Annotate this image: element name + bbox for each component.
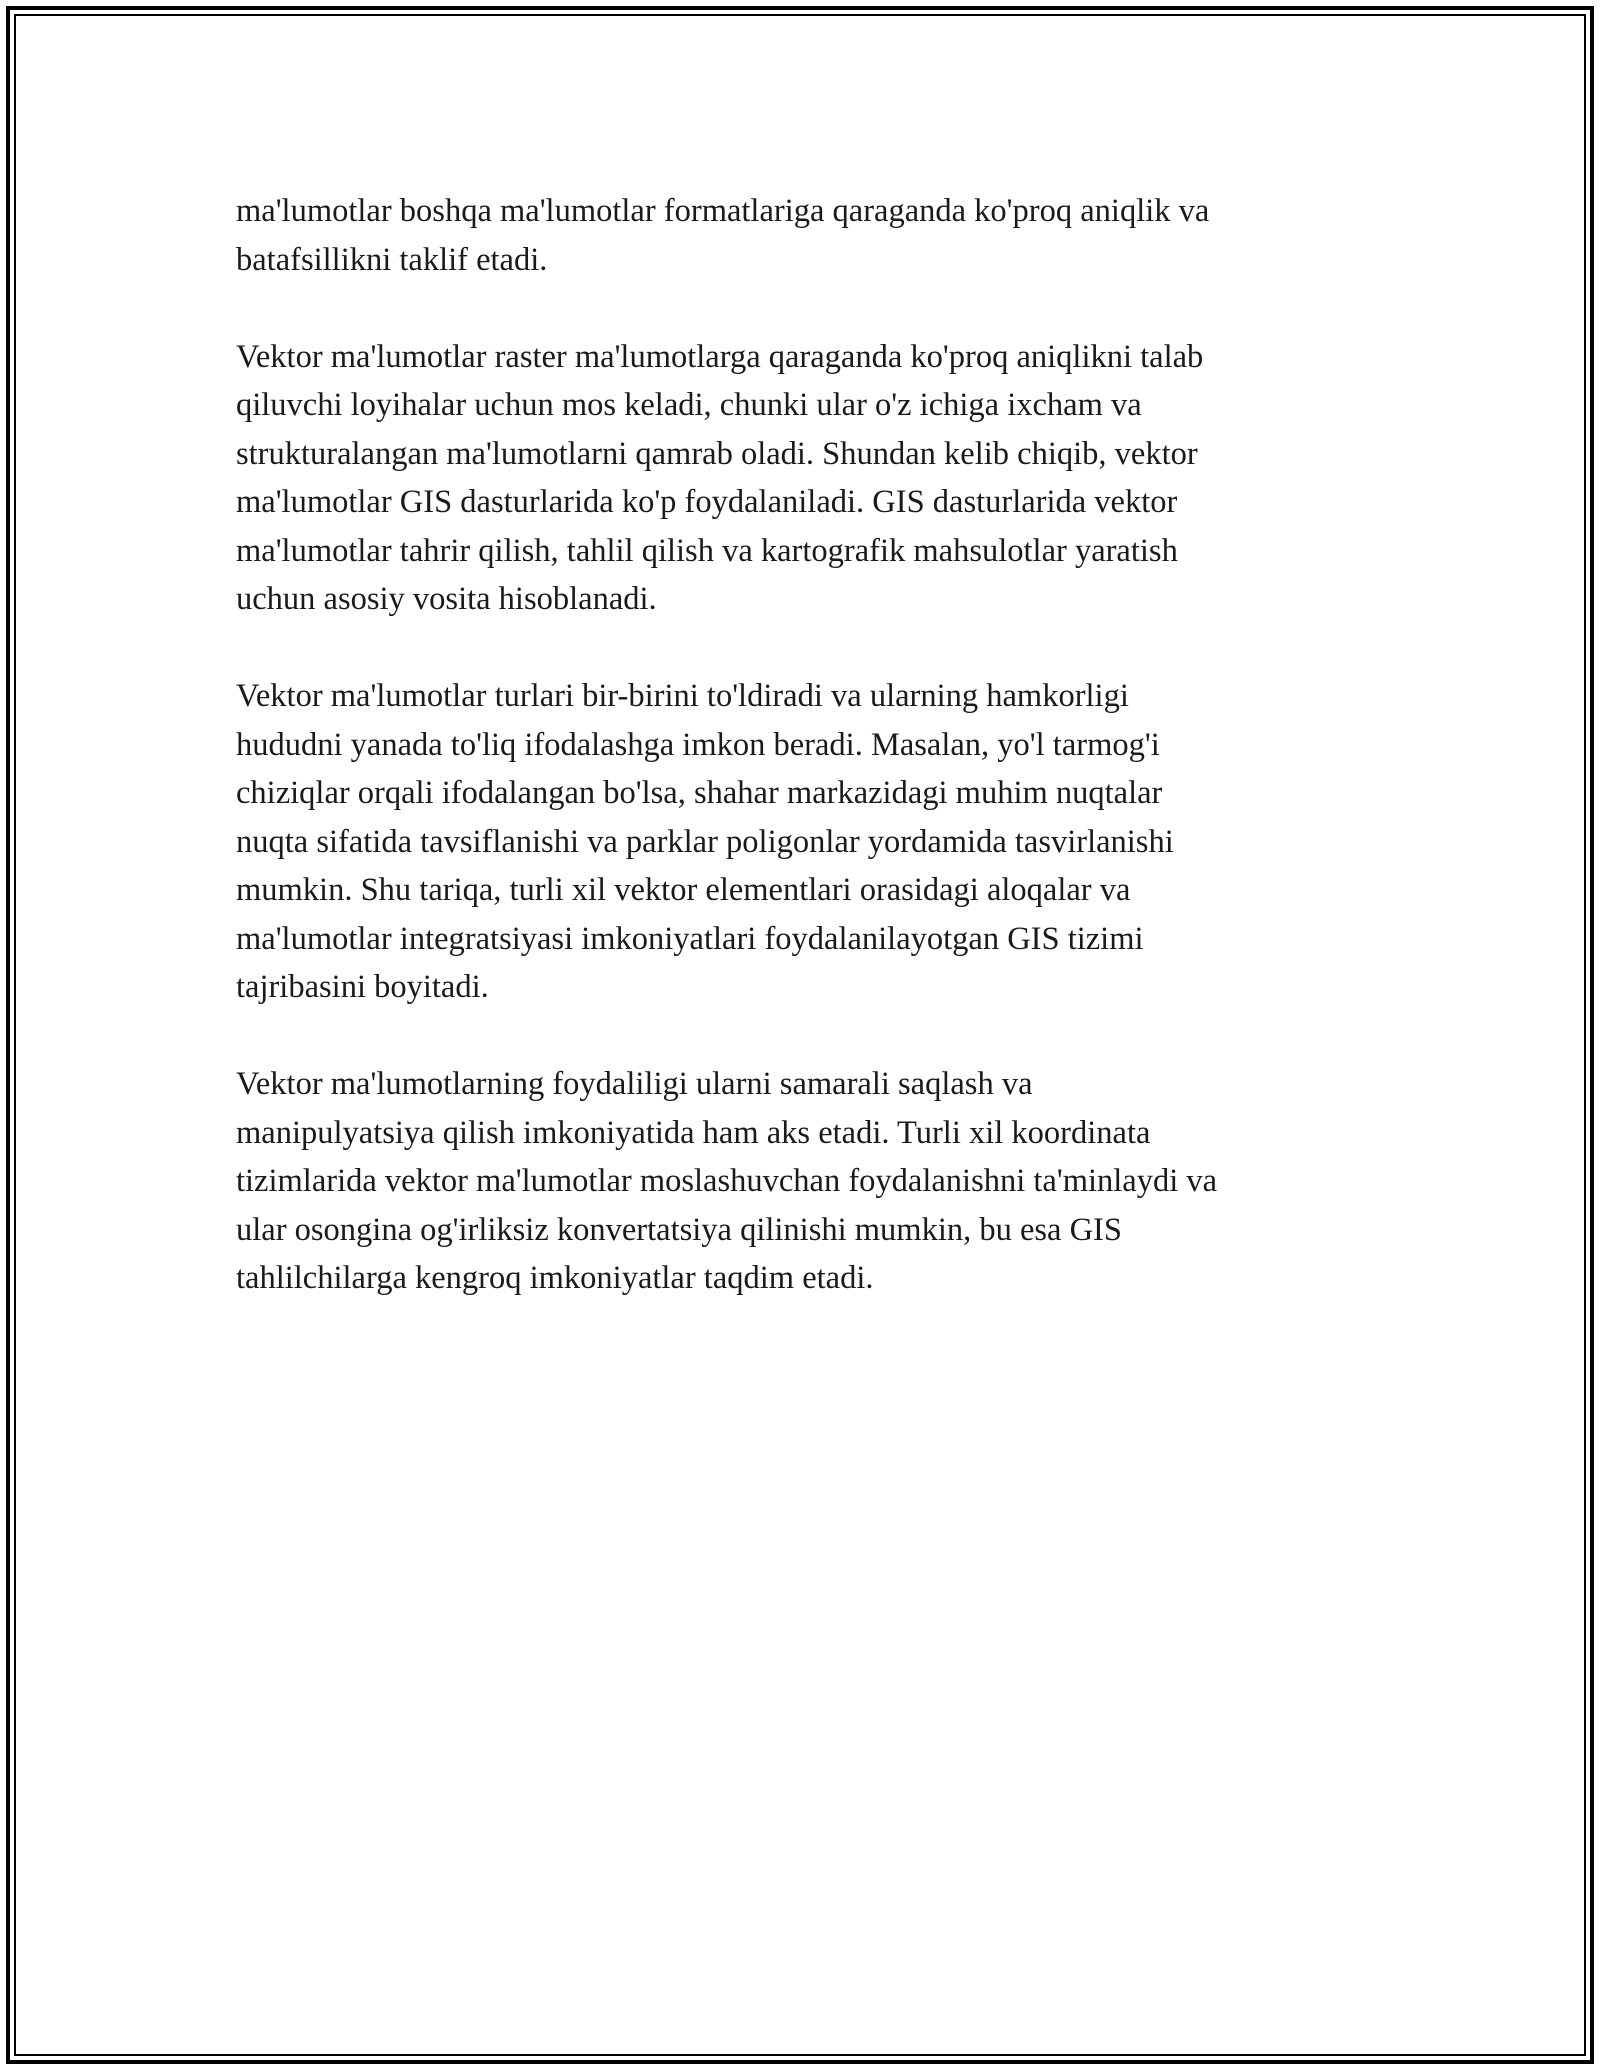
paragraph-3 [236, 672, 1366, 1012]
text-line: ma'lumotlar tahrir qilish, tahlil qilish va kartografik mahsulotlar yaratish [236, 532, 1178, 569]
text-line: Vektor ma'lumotlar raster ma'lumotlarga qaraganda ko'proq aniqlikni talab [236, 338, 1204, 375]
text-line: tajribasini boyitadi. [236, 969, 489, 1005]
text-line: nuqta sifatida tavsiflanishi va parklar poligonlar yordamida tasvirlanishi [236, 823, 1174, 860]
text-line: batafsillikni taklif etadi. [236, 241, 548, 278]
text-line: ma'lumotlar integratsiyasi imkoniyatlari foydalanilayotgan GIS tizimi [236, 920, 1144, 957]
text-line: tizimlarida vektor ma'lumotlar moslashuvchan foydalanishni ta'minlaydi va [236, 1163, 1218, 1199]
paragraph-1 [236, 187, 1366, 284]
text-line: uchun asosiy vosita hisoblanadi. [236, 581, 657, 617]
text-line: strukturalangan ma'lumotlarni qamrab oladi. Shundan kelib chiqib, vektor [236, 435, 1198, 472]
text-line: ular osongina og'irliksiz konvertatsiya qilinishi mumkin, bu esa GIS [236, 1211, 1122, 1248]
text-line: mumkin. Shu tariqa, turli xil vektor elementlari orasidagi aloqalar va [236, 872, 1131, 908]
text-line: qiluvchi loyihalar uchun mos keladi, chunki ular o'z ichiga ixcham va [236, 387, 1142, 423]
text-line: Vektor ma'lumotlarning foydaliligi ularni samarali saqlash va [236, 1066, 1033, 1102]
text-line: ma'lumotlar boshqa ma'lumotlar formatlariga qaraganda ko'proq aniqlik va [236, 193, 1210, 229]
text-line: manipulyatsiya qilish imkoniyatida ham aks etadi. Turli xil koordinata [236, 1114, 1151, 1151]
text-line: chiziqlar orqali ifodalangan bo'lsa, shahar markazidagi muhim nuqtalar [236, 775, 1163, 811]
text-line: Vektor ma'lumotlar turlari bir-birini to'ldiradi va ularning hamkorligi [236, 678, 1129, 714]
text-line: hududni yanada to'liq ifodalashga imkon beradi. Masalan, yo'l tarmog'i [236, 726, 1160, 763]
document-body [236, 187, 1366, 1351]
text-line: tahlilchilarga kengroq imkoniyatlar taqdim etadi. [236, 1260, 874, 1296]
text-line: ma'lumotlar GIS dasturlarida ko'p foydalaniladi. GIS dasturlarida vektor [236, 484, 1178, 520]
paragraph-4 [236, 1060, 1366, 1303]
paragraph-2 [236, 333, 1366, 624]
